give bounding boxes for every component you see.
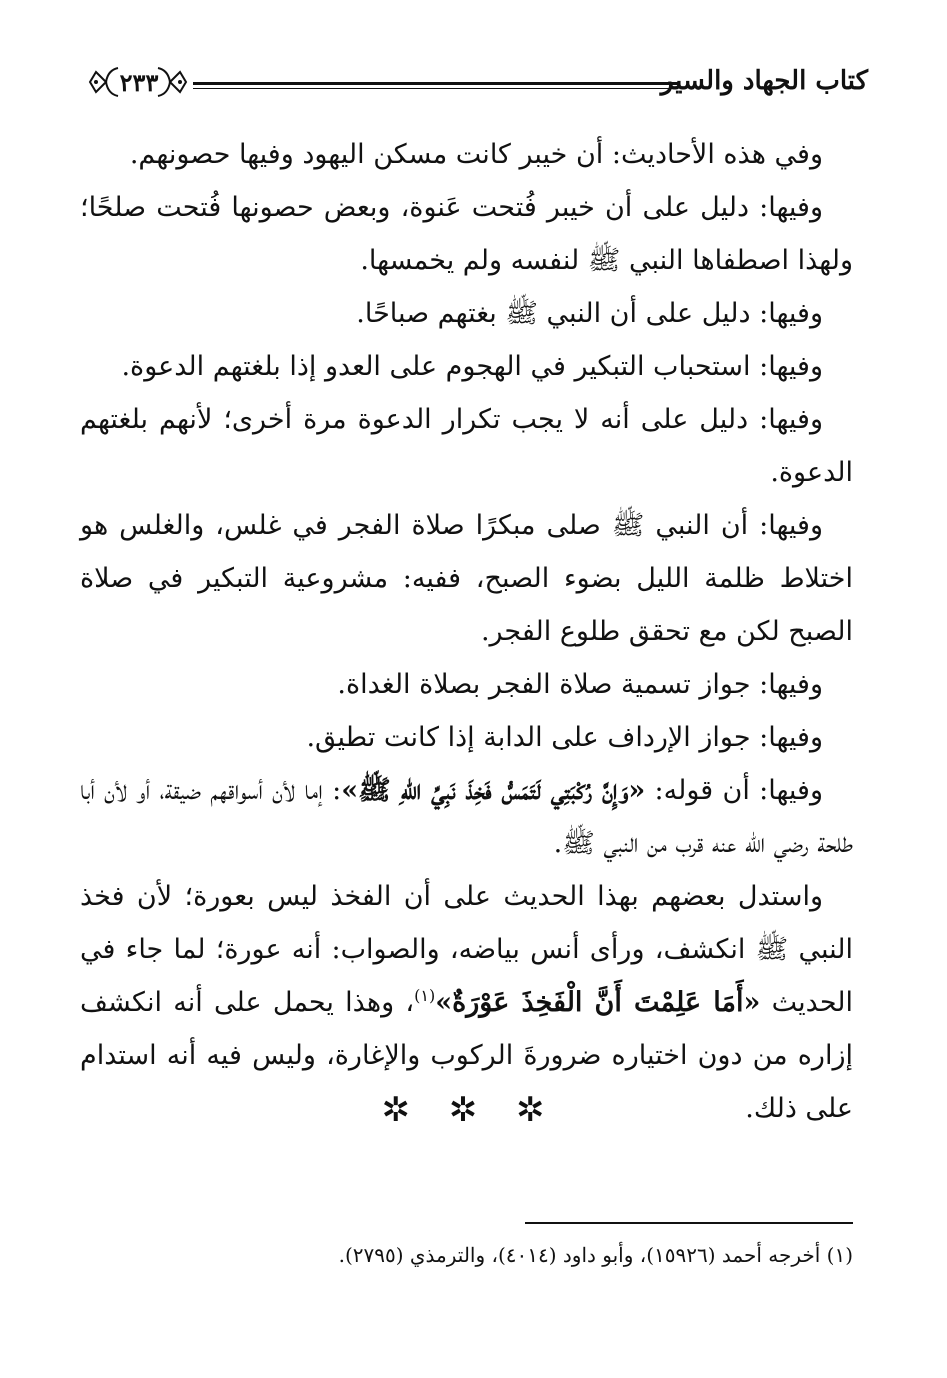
paragraph-text: ، وهذا يحمل على أنه انكشف إزاره من دون اختياره ضرورةَ الركوب والإغارة، وليس فيه أنه استدام على ذلك. bbox=[80, 987, 853, 1124]
paragraph-text: وفيها: أن قوله: bbox=[645, 775, 824, 806]
paragraph: وفي هذه الأحاديث: أن خيبر كانت مسكن اليهود وفيها حصونهم. bbox=[129, 139, 823, 170]
paragraph: وفيها: دليل على أن النبي ﷺ بغتهم صباحًا. bbox=[356, 298, 823, 329]
footnote-reference: (١) bbox=[414, 986, 436, 1005]
paragraph: وفيها: جواز تسمية صلاة الفجر بصلاة الغداة. bbox=[337, 669, 823, 700]
hadith-quote: «وَإِنَّ رُكْبَتِي لَتَمَسُّ فَخِذَ نَبِيِّ اللهِ ﷺ» bbox=[341, 775, 646, 806]
paragraph-text: واستدل بعضهم بهذا الحديث على أن الفخذ ليس بعورة؛ لأن فخذ النبي ﷺ انكشف، ورأى أنس بياضه، والصواب: أنه عورة؛ لما جاء في الحديث bbox=[80, 881, 853, 1018]
paragraph: وفيها: جواز الإرداف على الدابة إذا كانت تطيق. bbox=[306, 722, 823, 753]
paragraph-text: : إما لأن أسواقهم ضيقة، أو لأن أبا طلحة رضي الله عنه قرب من النبي ﷺ. bbox=[80, 775, 853, 859]
main-text bbox=[80, 128, 853, 1135]
section-separator-stars: ✲ ✲ ✲ bbox=[381, 1090, 559, 1130]
footnote-rule bbox=[525, 1222, 853, 1224]
paragraph: وفيها: دليل على أن خيبر فُتحت عَنوة، وبعض حصونها فُتحت صلحًا؛ ولهذا اصطفاها النبي ﷺ لنفسه ولم يخمسها. bbox=[80, 192, 853, 276]
paragraph-knee-hadith bbox=[80, 764, 853, 870]
paragraph: وفيها: دليل على أنه لا يجب تكرار الدعوة مرة أخرى؛ لأنهم بلغتهم الدعوة. bbox=[80, 404, 853, 488]
paragraph: وفيها: استحباب التبكير في الهجوم على العدو إذا بلغتهم الدعوة. bbox=[121, 351, 823, 382]
page-header bbox=[88, 62, 868, 108]
paragraph: وفيها: أن النبي ﷺ صلى مبكرًا صلاة الفجر في غلس، والغلس هو اختلاط ظلمة الليل بضوء الصبح، ففيه: مشروعية التبكير في صلاة الصبح لكن مع تحقق طلوع الفجر. bbox=[80, 510, 853, 647]
footnote: (١) أخرجه أحمد (١٥٩٢٦)، وأبو داود (٤٠١٤)، والترمذي (٢٧٩٥). bbox=[338, 1243, 853, 1267]
page-number: ٢٣٣ bbox=[119, 68, 159, 97]
running-title: كتاب الجهاد والسير bbox=[660, 66, 868, 96]
hadith-quote: «أَمَا عَلِمْتَ أَنَّ الْفَخِذَ عَوْرَةٌ» bbox=[435, 987, 761, 1018]
header-rule bbox=[193, 82, 678, 89]
